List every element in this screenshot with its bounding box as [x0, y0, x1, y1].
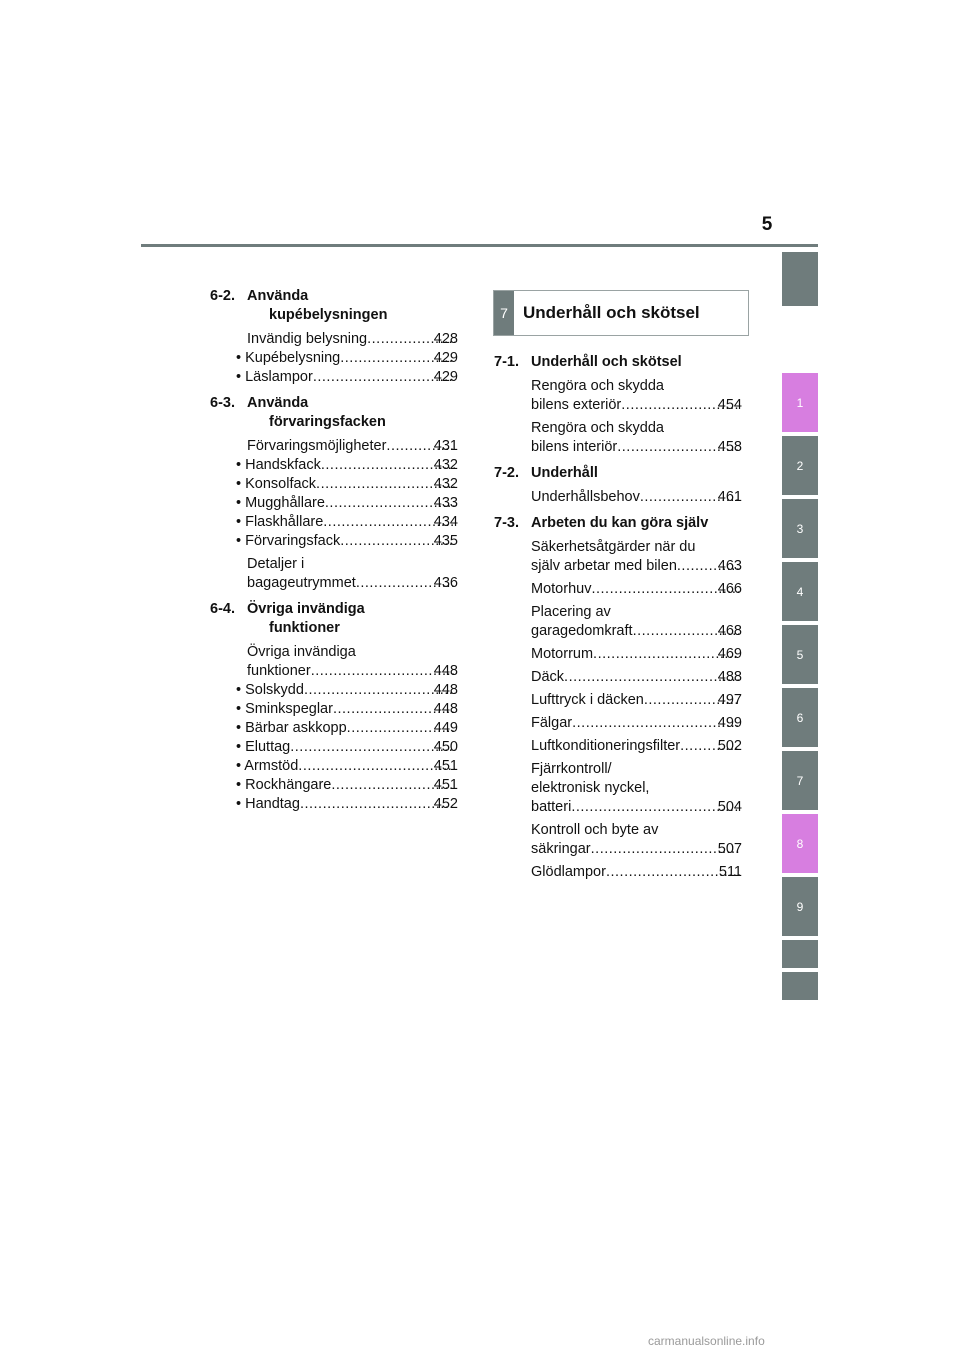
entry-line	[531, 798, 742, 817]
entry-line	[531, 557, 742, 576]
dot-leader	[591, 840, 739, 859]
chapter-tab-2[interactable]: 2	[782, 436, 818, 495]
page-ref: 499	[717, 715, 742, 731]
entry-line	[236, 513, 458, 532]
entry-text: • Konsolfack	[236, 476, 317, 492]
section-number: 7-3.	[494, 515, 519, 531]
toc-section	[210, 394, 458, 593]
page-ref: 432	[433, 457, 458, 473]
section-title-line: kupébelysningen	[269, 307, 388, 323]
entry-text: Glödlampor	[531, 864, 606, 880]
entry-line	[531, 438, 742, 457]
page-ref: 429	[433, 350, 458, 366]
page-ref: 488	[717, 669, 742, 685]
toc-entry[interactable]	[531, 714, 742, 733]
toc-section	[494, 353, 742, 457]
section-title[interactable]	[531, 353, 742, 372]
entry-text: • Solskydd	[236, 682, 304, 698]
watermark: carmanualsonline.info	[648, 1334, 765, 1348]
toc-entry[interactable]	[236, 349, 458, 368]
toc-entry[interactable]	[236, 513, 458, 532]
entry-text: Invändig belysning	[247, 331, 368, 347]
toc-entry[interactable]	[531, 821, 742, 859]
section-number: 6-3.	[210, 395, 235, 411]
page-ref: 432	[433, 476, 458, 492]
toc-entry[interactable]	[531, 668, 742, 687]
entry-line	[531, 737, 742, 756]
header-rule	[141, 244, 818, 247]
entry-line	[531, 488, 742, 507]
entry-line	[531, 863, 742, 882]
toc-entry[interactable]	[236, 681, 458, 700]
toc-right-column	[494, 353, 742, 882]
toc-entry[interactable]	[236, 757, 458, 776]
chapter-number: 7	[494, 291, 514, 335]
section-title-line: Övriga invändiga	[247, 601, 365, 617]
entry-line	[531, 668, 742, 687]
section-title[interactable]	[247, 287, 458, 325]
entry-text: • Sminkspeglar	[236, 701, 333, 717]
toc-section	[494, 514, 742, 882]
entry-line	[236, 776, 458, 795]
chapter-tab-4[interactable]: 4	[782, 562, 818, 621]
dot-leader	[290, 738, 455, 757]
section-title[interactable]	[531, 464, 742, 483]
dot-leader	[591, 580, 738, 599]
chapter-tab-9[interactable]: 9	[782, 877, 818, 936]
chapter-header	[493, 290, 749, 336]
section-number: 6-2.	[210, 288, 235, 304]
entry-text: bilens interiör	[531, 439, 618, 455]
dot-leader	[564, 668, 739, 687]
toc-entry[interactable]	[531, 737, 742, 756]
entry-line	[236, 475, 458, 494]
page-ref: 448	[433, 701, 458, 717]
toc-entry[interactable]	[247, 330, 458, 349]
page-number: 5	[761, 214, 773, 235]
entry-line	[531, 840, 742, 859]
entry-text: • Kupébelysning	[236, 350, 341, 366]
dot-leader	[300, 795, 455, 814]
entry-text: funktioner	[247, 663, 311, 679]
toc-entry[interactable]	[236, 719, 458, 738]
page-ref: 434	[433, 514, 458, 530]
section-title[interactable]	[247, 394, 458, 432]
chapter-tab-6[interactable]: 6	[782, 688, 818, 747]
entry-text: Underhållsbehov	[531, 489, 640, 505]
entry-line	[247, 574, 458, 593]
entry-text: själv arbetar med bilen	[531, 558, 677, 574]
section-title-line: Använda	[247, 395, 309, 411]
page-ref: 458	[717, 439, 742, 455]
page-ref: 452	[433, 796, 458, 812]
page-ref: 448	[433, 663, 458, 679]
page-ref: 466	[717, 581, 742, 597]
page-ref: 463	[717, 558, 742, 574]
page-ref: 504	[717, 799, 742, 815]
page-ref: 449	[433, 720, 458, 736]
toc-entry[interactable]	[531, 645, 742, 664]
entry-text: säkringar	[531, 841, 591, 857]
toc-entry[interactable]	[236, 456, 458, 475]
entry-text: garagedomkraft	[531, 623, 633, 639]
page-ref: 436	[433, 575, 458, 591]
page-ref: 507	[717, 841, 742, 857]
page-ref: 511	[718, 864, 742, 880]
dot-leader	[304, 681, 455, 700]
chapter-title: Underhåll och skötsel	[523, 303, 700, 322]
entry-line	[236, 757, 458, 776]
page-ref: 497	[717, 692, 742, 708]
entry-line	[236, 681, 458, 700]
toc-section	[210, 287, 458, 387]
entry-line	[531, 622, 742, 641]
entry-text: • Rockhängare	[236, 777, 332, 793]
entry-line	[531, 691, 742, 710]
entry-text: Lufttryck i däcken	[531, 692, 644, 708]
toc-entry[interactable]	[247, 643, 458, 681]
toc-entry[interactable]	[236, 738, 458, 757]
section-number: 6-4.	[210, 601, 235, 617]
entry-text: • Flaskhållare	[236, 514, 324, 530]
section-title-line: Använda	[247, 288, 309, 304]
page-ref: 451	[433, 777, 458, 793]
page-ref: 433	[433, 495, 458, 511]
section-title[interactable]	[531, 514, 742, 533]
section-title[interactable]	[247, 600, 458, 638]
page-ref: 451	[433, 758, 458, 774]
section-title-line: funktioner	[269, 620, 340, 636]
chapter-tab-blank-10[interactable]	[782, 940, 818, 968]
toc-entry[interactable]	[236, 368, 458, 387]
entry-line	[531, 714, 742, 733]
toc-entry[interactable]	[531, 538, 742, 576]
chapter-tab-1[interactable]: 1	[782, 373, 818, 432]
entry-line	[247, 330, 458, 349]
page-ref: 450	[433, 739, 458, 755]
page-ref: 502	[717, 738, 742, 754]
page-ref: 461	[717, 489, 742, 505]
page-ref: 448	[433, 682, 458, 698]
entry-text: • Armstöd	[236, 758, 299, 774]
entry-text: Kontroll och byte av	[531, 822, 659, 838]
dot-leader	[593, 645, 739, 664]
toc-entry[interactable]	[531, 603, 742, 641]
entry-text: Rengöra och skydda	[531, 378, 664, 394]
section-number: 7-2.	[494, 465, 519, 481]
entry-text: Luftkonditioneringsfilter	[531, 738, 681, 754]
chapter-tab-8[interactable]: 8	[782, 814, 818, 873]
entry-line	[236, 719, 458, 738]
dot-leader	[571, 798, 738, 817]
toc-entry[interactable]	[531, 377, 742, 415]
entry-line	[236, 368, 458, 387]
page-ref: 454	[717, 397, 742, 413]
entry-line	[236, 349, 458, 368]
page-ref: 435	[433, 533, 458, 549]
entry-line	[531, 396, 742, 415]
section-title-line: Underhåll	[531, 465, 598, 481]
dot-leader	[298, 757, 455, 776]
toc-entry[interactable]	[531, 691, 742, 710]
entry-text: • Mugghållare	[236, 495, 325, 511]
entry-text: • Läslampor	[236, 369, 313, 385]
section-title-line: Underhåll och skötsel	[531, 354, 682, 370]
entry-text: bilens exteriör	[531, 397, 622, 413]
toc-section	[494, 464, 742, 507]
entry-text: Motorhuv	[531, 581, 592, 597]
toc-entry[interactable]	[531, 488, 742, 507]
entry-text: Övriga invändiga	[247, 644, 356, 660]
entry-line	[236, 532, 458, 551]
toc-section	[210, 600, 458, 814]
entry-text: batteri	[531, 799, 572, 815]
toc-entry[interactable]	[247, 555, 458, 593]
entry-text: • Handtag	[236, 796, 300, 812]
entry-line	[236, 738, 458, 757]
entry-line	[531, 580, 742, 599]
toc-entry[interactable]	[236, 475, 458, 494]
page-ref: 469	[717, 646, 742, 662]
entry-text: Placering av	[531, 604, 611, 620]
entry-text: elektronisk nyckel,	[531, 780, 650, 796]
chapter-tab-3[interactable]: 3	[782, 499, 818, 558]
toc-entry[interactable]	[531, 580, 742, 599]
section-title-line: Arbeten du kan göra själv	[531, 515, 709, 531]
entry-text: Säkerhetsåtgärder när du	[531, 539, 696, 555]
toc-entry[interactable]	[236, 795, 458, 814]
entry-line	[236, 700, 458, 719]
entry-line	[236, 795, 458, 814]
section-title-line: förvaringsfacken	[269, 414, 386, 430]
page-ref: 428	[433, 331, 458, 347]
entry-text: • Bärbar askkopp	[236, 720, 347, 736]
entry-text: bagageutrymmet	[247, 575, 356, 591]
chapter-tab-blank-11[interactable]	[782, 972, 818, 1000]
toc-entry[interactable]	[236, 494, 458, 513]
chapter-tab-5[interactable]: 5	[782, 625, 818, 684]
section-number: 7-1.	[494, 354, 519, 370]
chapter-tab-7[interactable]: 7	[782, 751, 818, 810]
page-ref: 429	[433, 369, 458, 385]
toc-entry[interactable]	[247, 437, 458, 456]
entry-text: Fjärrkontroll/	[531, 761, 612, 777]
toc-entry[interactable]	[531, 760, 742, 817]
entry-text: Detaljer i	[247, 556, 305, 572]
dot-leader	[572, 714, 739, 733]
entry-text: Rengöra och skydda	[531, 420, 664, 436]
page-ref: 468	[717, 623, 742, 639]
toc-entry[interactable]	[531, 863, 742, 882]
entry-line	[531, 645, 742, 664]
toc-entry[interactable]	[236, 700, 458, 719]
entry-text: • Handskfack	[236, 457, 321, 473]
entry-text: • Förvaringsfack	[236, 533, 341, 549]
entry-text: • Eluttag	[236, 739, 291, 755]
chapter-tab-blank-0[interactable]	[782, 252, 818, 306]
entry-line	[236, 456, 458, 475]
toc-left-column	[210, 287, 458, 814]
entry-text: Förvaringsmöjligheter	[247, 438, 387, 454]
page-ref: 431	[433, 438, 458, 454]
entry-text: Däck	[531, 669, 565, 685]
entry-line	[247, 662, 458, 681]
toc-entry[interactable]	[236, 776, 458, 795]
entry-text: Motorrum	[531, 646, 594, 662]
toc-entry[interactable]	[531, 419, 742, 457]
entry-line	[247, 437, 458, 456]
entry-line	[236, 494, 458, 513]
toc-entry[interactable]	[236, 532, 458, 551]
entry-text: Fälgar	[531, 715, 573, 731]
